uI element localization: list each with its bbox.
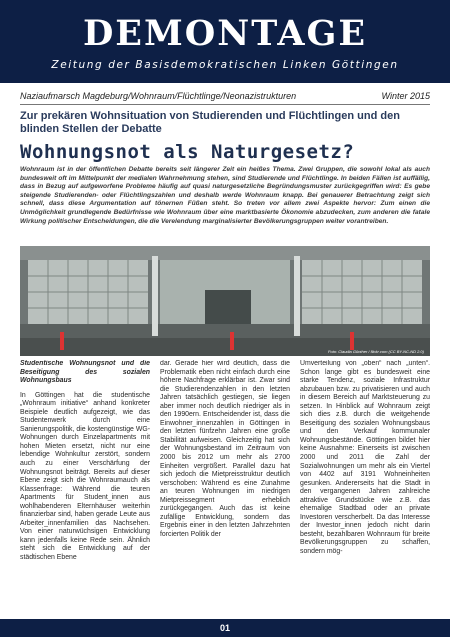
page-number: 01: [219, 623, 230, 633]
article-kicker: Zur prekären Wohnsituation von Studierenden und Flüchtlingen und den blinden Stellen der Debatte: [20, 110, 400, 135]
article-column-3: [300, 360, 430, 615]
article-lead: Wohnraum ist in der öffentlichen Debatte bereits seit längerer Zeit ein heißes Thema. Zwei Gruppen, die sowohl lokal als auch bundesweit oft im Mittelpunkt der medialen Wahrnehmung stehen, sind Studierende und Flüchtlinge. In beiden Fällen ist auffällig, dass in Bezug auf aufgeworfene Probleme häufig auf quasi naturgesetzliche Begründungsmuster zurückgegriffen wird: Es gebe steigende Studierenden- oder Flüchtlingszahlen und deshalb werde Wohnraum knapp. Bei genauerer Betrachtung zeigt sich schnell, dass diese Argumentation auf tönernen Füßen steht. So treten vor allem zwei Aspekte hervor: Zum einen die Unmöglichkeit grundlegende Bedürfnisse wie Wohnraum über eine marktbasierte Ökonomie abzudecken, zum anderen die fatale Wirkung politischer Entscheidungen, die die Verelendung marginalisierter Bevölkerungsgruppen weiter vorantreiben.: [20, 166, 430, 225]
topic-list: Naziaufmarsch Magdeburg/Wohnraum/Flüchtlinge/Neonazistrukturen: [20, 91, 297, 101]
newspaper-title: DEMONTAGE: [82, 13, 368, 54]
article-headline: Wohnungsnot als Naturgesetz?: [20, 141, 355, 163]
topic-bar: [20, 88, 430, 105]
building-photo: [20, 246, 430, 356]
column-1-text: In Göttingen hat die studentische „Wohnraum initiative“ anhand konkreter Beispiele deutlich aufgezeigt, wie das Studentenwerk durch eine Sanierungspolitik, die kostengünstige WG-Wohnungen durch Einzelapartments mit hohen Mieten ersetzt, nicht nur eine lebendige Wohnkultur zerstört, sondern auch zu einer Verschärfung der Wohnungsnot beiträgt. Bereits auf dieser Ebene zeigt sich die Wohnraumauch als Klassenfrage: Während die teuren Apartments für Student_innen aus wohlhabenderen Elternhäuser weiterhin finanzierbar sind, haben gerade Leute aus Arbeiter_innenfamilien das Nachsehen. Von einer naturwüchsigen Entwicklung kann jedenfalls keine Rede sein. Ähnlich steht sich die Entwicklung auf der städtischen Ebene: [20, 391, 150, 562]
article-column-1: [20, 360, 150, 615]
column-2-text: dar. Gerade hier wird deutlich, dass die Problematik eben nicht einfach durch eine höhere Nachfrage erklärbar ist. Zwar sind die Studierendenzahlen in den letzten Jahren tatsächlich gestiegen, sie liegen aber immer noch deutlich niedriger als in den 1990ern. Entscheidender ist, dass die Einwohner_innenzahlen in Göttingen in den letzten fünfzehn Jahren eine große Stabilität aufweisen. Gleichzeitig hat sich der Wohnungsbestand im Zeitraum von 2000 bis 2012 um mehr als 2700 Einheiten vergrößert. Parallel dazu hat sich jedoch die Mietpreisstruktur deutlich verschoben: Während es eine Zunahme an teuren Wohnungen im niedrigen Mietpreissegment erheblich zurückgegangen. Auch das ist keine zufällige Entwicklung, sondern das Ergebnis einer in den letzten Jahrzehnten forcierten Politik der: [160, 360, 290, 538]
masthead: [0, 0, 450, 83]
article-photo: [20, 246, 430, 356]
page-footer: [0, 619, 450, 637]
issue-label: Winter 2015: [381, 91, 430, 101]
column-3-text: Umverteilung von „oben“ nach „unten“. Schon lange gibt es bundesweit eine starke Tendenz, soziale Infrastruktur abzubauen bzw. zu privatisieren und auch in diesem Bereich auf Marktsteuerung zu setzen. In Hinblick auf Wohnraum zeigt sich dies z.B. durch die weitgehende Beseitigung des sozialen Wohnungsbaus und den Verkauf kommunaler Wohnungsbestände. Göttingen bildet hier keine Ausnahme: Einerseits ist zwischen 2000 und 2011 die Zahl der Sozialwohnungen um mehr als ein Viertel von 4402 auf 3191 Wohneinheiten gesunken. Andererseits hat die Stadt in den vergangenen Jahren zahlreiche attraktive Grundstücke wie z.B. das ehemalige Stadtbad oder an private Investoren verscherbelt. Da das Interesse der Investor_innen jedoch nicht darin besteht, bezahlbaren Wohnraum für breite Bevölkerungsgruppen zu schaffen, sondern mög-: [300, 360, 430, 556]
article-column-2: [160, 360, 290, 615]
newspaper-subtitle: Zeitung der Basisdemokratischen Linken Göttingen: [51, 59, 399, 71]
photo-caption: Foto: Claudia Günther / flickr.com (CC BY-NC-ND 2.0): [327, 349, 424, 354]
section-subhead: Studentische Wohnungsnot und die Beseitigung des sozialen Wohnungsbaus: [20, 360, 150, 385]
